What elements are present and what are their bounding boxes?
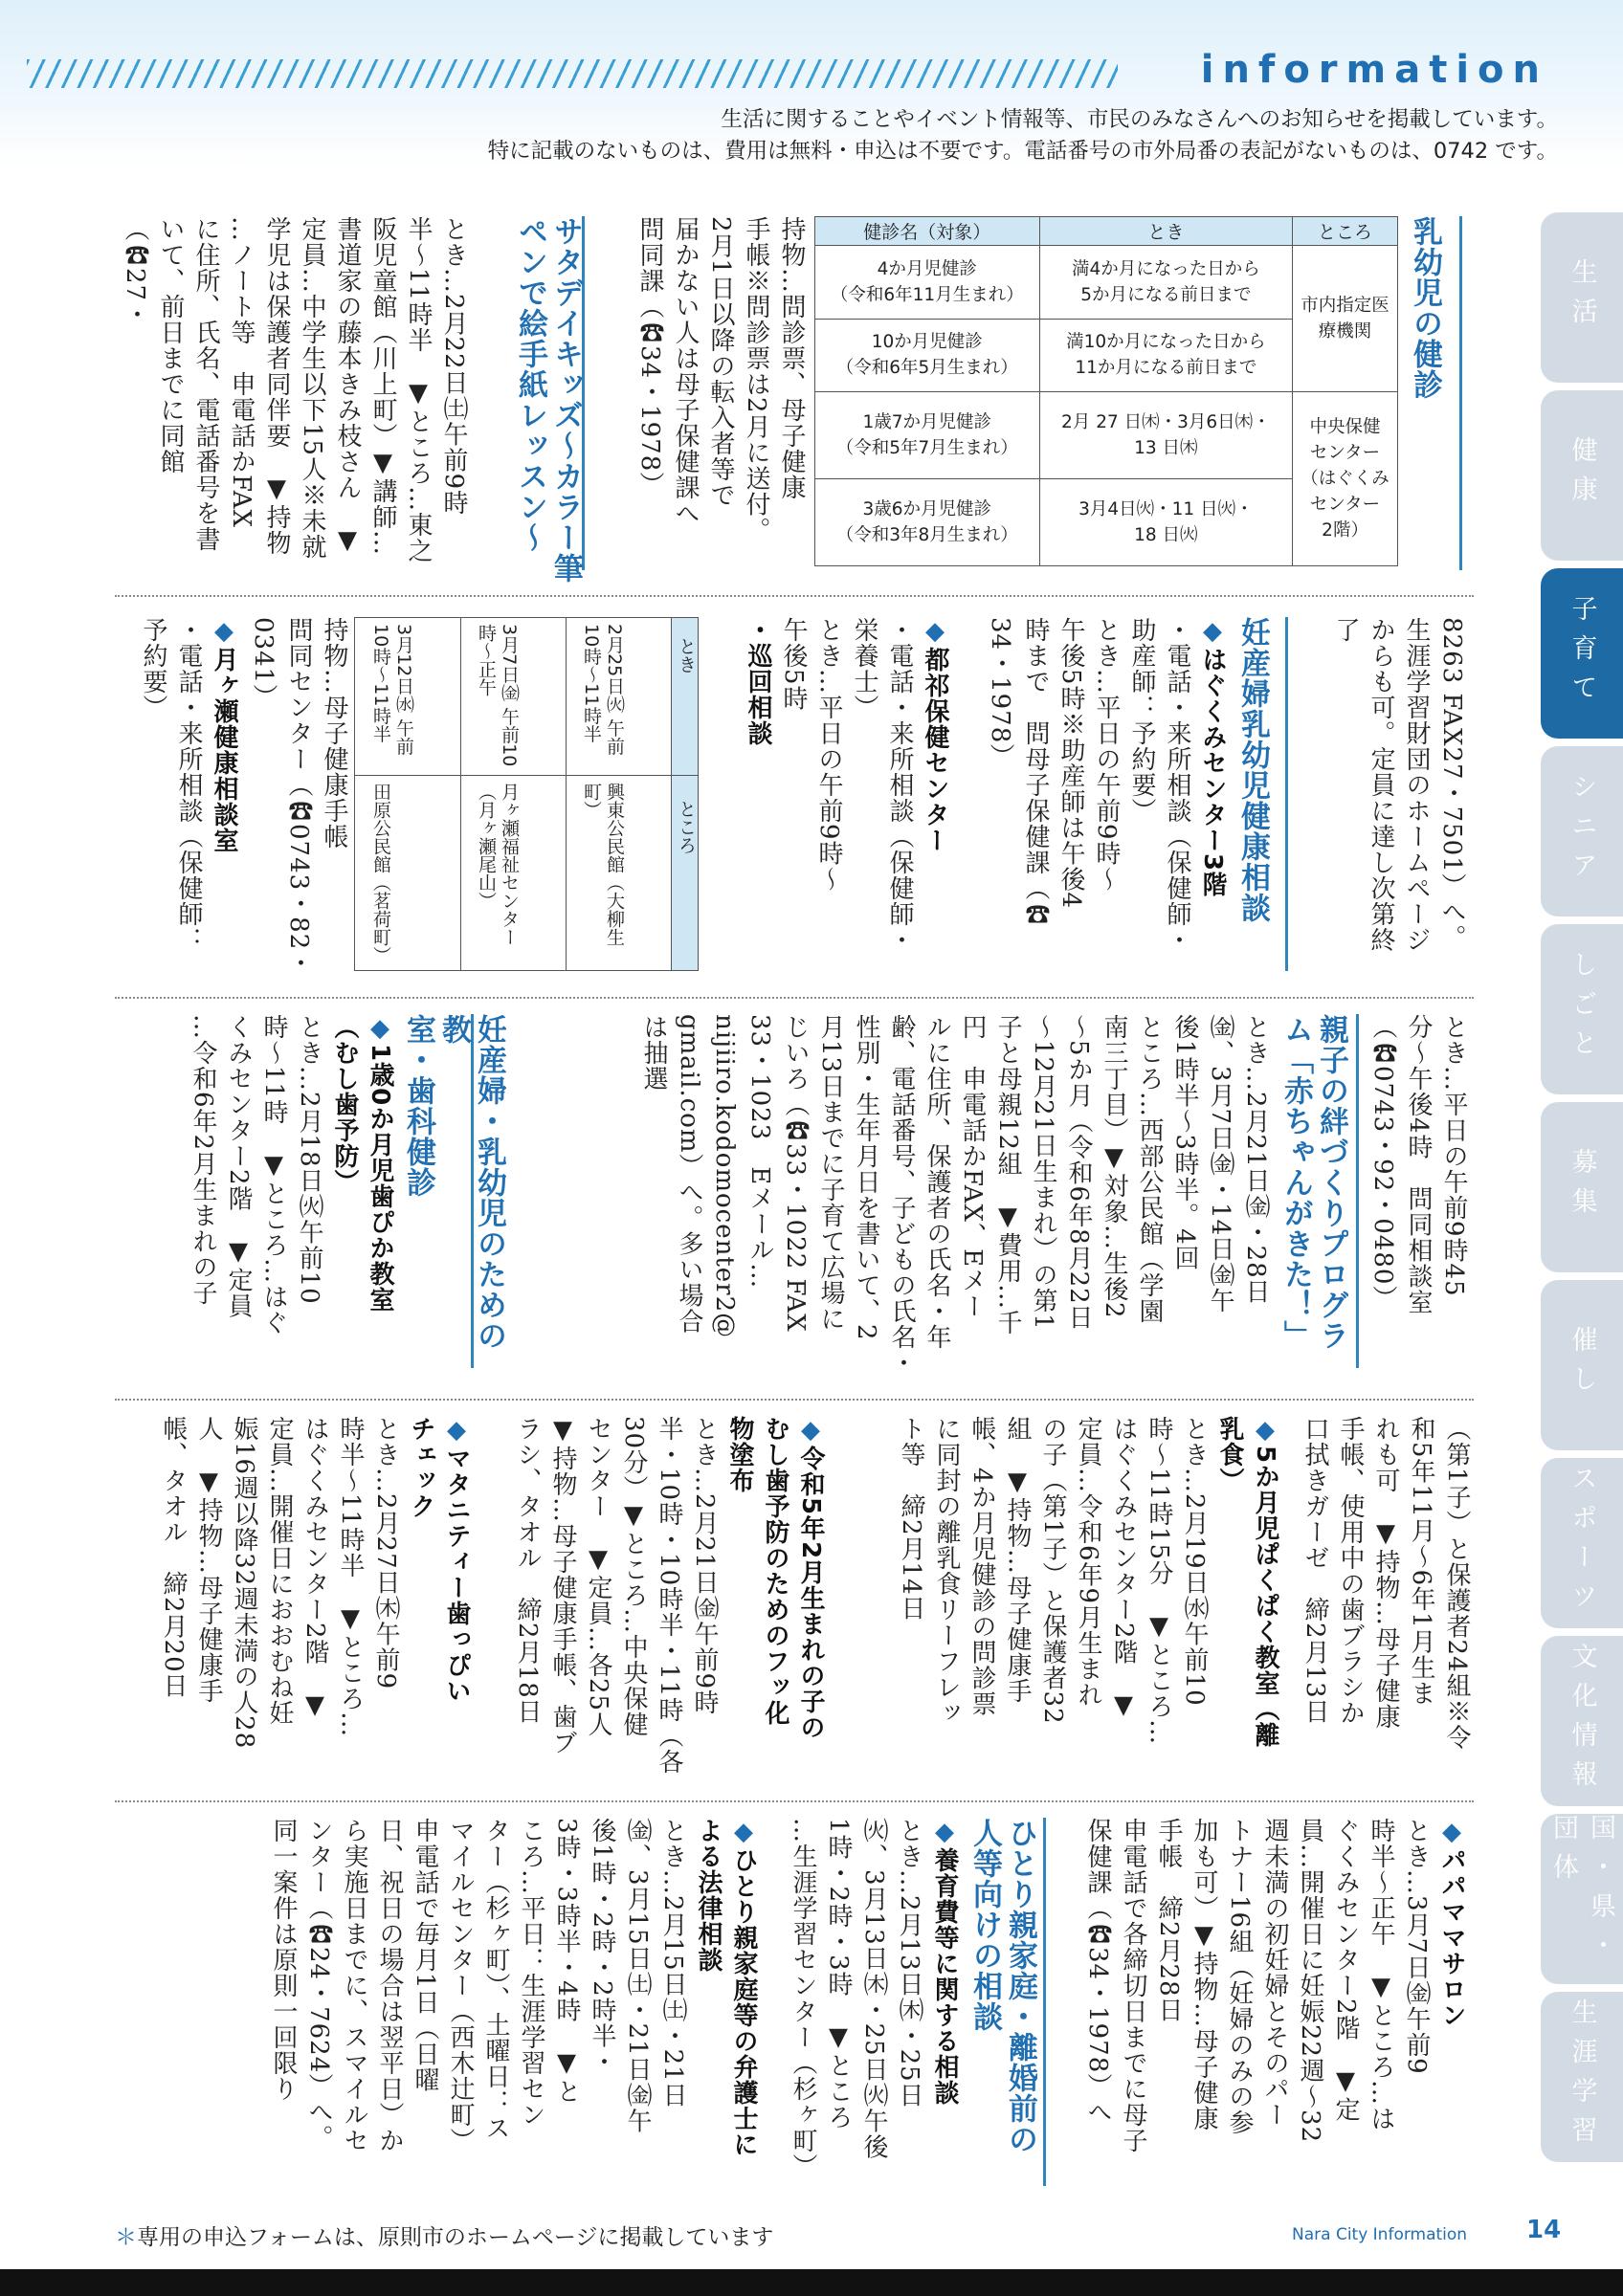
table-cell-place-a: 市内指定医療機関 [1293,246,1398,392]
bond-program-body: とき…2月21日㈮・28日 ㈮、3月7日㈮・14日㈮午 後1時半～3時半。4回 ところ…西部公民館（学園 南三丁目）▼対象…生後2 ～5か月（令和6年8月22日 ～12月21日生まれ）の第1 子と母親12組 ▼費用…千 円 申電話かFAX、Eメー ルに住所、保護者の氏名・年 齢、電話番号、子どもの氏名・ 性別・生年月日を書いて、2 月13日までに子育て広場に じいろ（☎33・1022 FAX 33・1023 Eメール… nijiiro.kodomocenter2@ gmail.com）へ。多い場合 は抽選 [639,1014,1270,1376]
kids-art-title: サタデイキッズ～カラー筆 ペンで絵手紙レッスン～ [513,216,583,584]
table-cell: 3月4日㈫・11 日㈫・ 18 日㈫ [1039,479,1293,566]
table-cell: 2月 27 日㈭・3月6日㈭・ 13 日㈭ [1039,392,1293,479]
tab-health[interactable]: 健康 [1541,390,1623,561]
maternity-section: ◆マタニティー歯っぴい チェック とき…2月27日㈭午前9 時半～11時半 ▼ところ… はぐくみセンター2階 ▼ 定員…開催日におおむね妊 娠16週以降32週未満の人28 人 ▼持物…母子健康手 帳、タオル 締2月20日 [159,1416,471,1750]
tab-senior[interactable]: シニア [1541,746,1623,916]
diamond-icon: ◆ [366,1014,394,1044]
tab-life[interactable]: 生活 [1541,212,1623,383]
page-header [0,0,1623,167]
tab-work[interactable]: しごと [1541,924,1623,1094]
section-divider [115,595,1474,597]
tsuge-section: ◆都祁保健センター ・電話・来所相談（保健師・ 栄養士） とき…平日の午前9時～ 午後5時 ・巡回相談 [744,617,949,953]
diamond-icon: ◆ [729,1818,758,1847]
table-cell: 満4か月になった日から 5か月になる前日まで [1039,246,1293,320]
section-rule [1043,1818,1046,2186]
table-header-place: ところ [676,800,697,854]
footer-source: Nara City Information [1292,2225,1468,2244]
tab-culture[interactable]: 文化情報 [1541,1636,1623,1806]
pakupaku-section: ◆5か月児ぱくぱく教室（離 乳食） とき…2月19日㈬午前10 時～11時15分 ▼ところ… はぐくみセンター2階 ▼ 定員…令和6年9月生まれ の子（第1子）と保護者32 組 ▼持物…母子健康手 帳、4か月児健診の問診票 に同封の離乳食リーフレッ ト等 締2月14日 [897,1416,1279,1749]
consult-room-hours: とき…平日の午前9時45 分～午後4時 問同相談室 （☎0743・92・0480） [1368,1014,1468,1315]
tab-childcare[interactable]: 子育て [1541,568,1623,739]
tab-sports[interactable]: スポーツ [1541,1458,1623,1628]
section-divider [115,1399,1474,1401]
table-cell: 1歳7か月児健診 （令和5年7月生まれ） [815,392,1040,479]
single-parent-title: ひとり親家庭・離婚前の 人等向けの相談 [967,1818,1037,2154]
page-number: 14 [1526,2216,1562,2244]
tooth-class-section: ◆1歳0か月児歯ぴか教室 （むし歯予防） とき…2月18日㈫午前10 時～11時 ▼ところ…はぐ くみセンター2階 ▼定員 …令和6年2月生まれの子 [189,1014,394,1336]
section-rule [1356,1014,1359,1368]
dental-class-title: 妊産婦・乳幼児のための教 室・歯科健診 [401,1014,506,1351]
diamond-icon: ◆ [442,1416,471,1446]
section-rule [1285,617,1288,971]
table-cell: 興東公民館（大柳生町） [581,783,625,946]
header-description-line1: 生活に関することやイベント情報等、市民のみなさんへのお知らせを掲載しています。 [721,107,1558,132]
fluoride-section: ◆令和5年2月生まれの子の むし歯予防のためのフッ化 物塗布 とき…2月21日㈮午前9時 半・10時・10時半・11時（各 30分）▼ところ…中央保健 センター ▼定員…各25人 ▼持物…母子健康手帳、歯ブ ラシ、タオル 締2月18日 [513,1416,825,1776]
table-cell: 3歳6か月児健診 （令和3年8月生まれ） [815,479,1040,566]
kids-art-continued: 8263 FAX27・7501）へ。 生涯学習財団のホームページ からも可。定員に達し次第終 了 [1331,617,1466,953]
table-header-row [815,217,1398,246]
bond-program-title: 親子の絆づくりプログラ ム「赤ちゃんがきた！」 [1278,1014,1348,1351]
kids-art-body: とき…2月22日㈯午前9時 半～11時半 ▼ところ…東之 阪児童館（川上町）▼講師… 書道家の藤本きみ枝さん ▼ 定員…中学生以下15人※未就 学児は保護者同伴要 ▼持物 …ノート等 申電話かFAX に住所、氏名、電話番号を書 いて、前日までに同館（☎27・ [121,216,468,564]
tab-government[interactable]: 国・県・団体 [1541,1814,1623,1984]
checkup-title: 乳幼児の健診 [1408,216,1442,400]
asterisk-icon: ＊ [115,2225,137,2250]
diamond-icon: ◆ [1251,1416,1279,1446]
hagukumi-section: ◆はぐくみセンター3階 ・電話・来所相談（保健師・ 助産師：予約要） とき…平日の午前9時～ 午後5時※助産師は午後4 時まで 問母子保健課（☎ 34・1978） [986,617,1227,953]
table-cell: 3月12日㈬ 午前10時～11時半 [370,624,414,756]
tab-events[interactable]: 催し [1541,1280,1623,1450]
tooth-class-continued: （第1子）と保護者24組※令 和5年11月～6年1月生ま れも可 ▼持物…母子健康 手帳、使用中の歯ブラシか 口拭きガーゼ 締2月13日 [1301,1416,1471,1751]
table-cell: 月ヶ瀬福祉センター（月ヶ瀬尾山） [476,783,520,946]
diamond-icon: ◆ [1198,617,1227,647]
tab-lifelong-learning[interactable]: 生涯学習 [1541,1992,1623,2162]
tour-consult-table [354,617,699,971]
tsukigase-section: ◆月ヶ瀬健康相談室 ・電話・来所相談（保健師： 予約要） [139,617,238,953]
table-header-name: 健診名（対象） [815,217,1040,246]
table-cell: 3月7日㈮ 午前10時～正午 [476,624,520,767]
footer-note: ＊専用の申込フォームは、原則市のホームページに掲載しています [115,2225,774,2250]
diamond-icon: ◆ [921,617,949,647]
diamond-icon: ◆ [210,617,238,647]
table-cell: 田原公民館（茗荷町） [370,783,391,964]
table-divider [355,775,698,776]
table-header-place: ところ [1293,217,1398,246]
header-slash-decoration [27,59,1118,88]
tab-recruit[interactable]: 募集 [1541,1102,1623,1272]
checkup-notes: 持物…問診票、母子健康 手帳※問診票は2月に送付。 2月1日以降の転入者等で 届かない人は母子保健課へ 問同課（☎34・1978） [635,216,806,543]
consult-title: 妊産婦乳幼児健康相談 [1235,617,1270,923]
checkup-table [814,216,1398,566]
section-rule [1459,216,1462,570]
papa-mama-salon-section: ◆パパママサロン とき…3月7日㈮午前9 時半～正午 ▼ところ…は ぐくみセンター2階 ▼定 員…開催日に妊娠22週～32 週未満の初妊婦とそのパー トナー16組（妊婦のみの参 加も可）▼持物…母子健康 手帳 締2月28日 申電話で各締切日までに母子 保健課（☎34・1978）へ [1083,1818,1466,2153]
diamond-icon: ◆ [1437,1818,1466,1847]
section-divider [115,997,1474,999]
table-row [815,392,1398,479]
section-divider [115,1800,1474,1802]
table-cell: 4か月児健診 （令和6年11月生まれ） [815,246,1040,320]
tsuge-contact: 持物…母子健康手帳 問同センター（☎0743・82・ 0341） [249,617,348,977]
table-header-when: とき [676,637,697,673]
table-cell: 10か月児健診 （令和6年5月生まれ） [815,319,1040,392]
lawyer-consult-section: ◆ひとり親家庭等の弁護士に よる法律相談 とき…2月15日㈯・21日 ㈮、3月15日㈯・21日㈮午 後1時・2時・2時半・ 3時・3時半・4時 ▼と ころ…平日：生涯学習セン ター（杉ヶ町）、土曜日：ス マイルセンター（西木辻町） 申電話で毎月1日（日曜 日、祝日の場合は翌平日）か ら実施日までに、スマイルセ ンター（☎24・7624）へ。 同一案件は原則一回限り [269,1818,758,2157]
bottom-bar [0,2269,1623,2296]
table-cell: 満10か月になった日から 11か月になる前日まで [1039,319,1293,392]
page-title: information [1200,48,1548,92]
header-description-line2: 特に記載のないものは、費用は無料・申込は不要です。電話番号の市外局番の表記がないものは、0742 です。 [487,139,1558,164]
diamond-icon: ◆ [796,1416,825,1446]
child-support-section: ◆養育費等に関する相談 とき…2月13日㈭・25日 ㈫、3月13日㈭・25日㈫午後 1時・2時・3時 ▼ところ …生涯学習センター（杉ヶ町） [789,1818,959,2179]
table-row [815,246,1398,320]
table-header-when: とき [1039,217,1293,246]
table-cell-place-b: 中央保健 センター （はぐくみ センター 2階） [1293,392,1398,566]
table-cell: 2月25日㈫ 午前10時～11時半 [581,624,625,756]
diamond-icon: ◆ [930,1818,959,1847]
